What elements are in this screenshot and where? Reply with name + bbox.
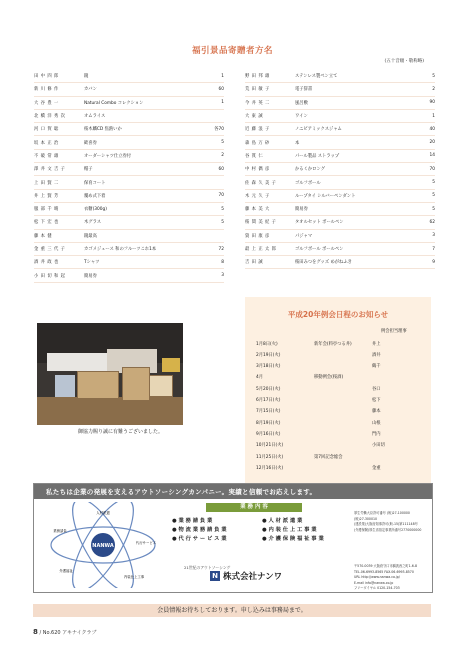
donor-row [34,150,224,163]
donor-qty: 60 [218,86,224,92]
donor-qty: 2 [221,153,224,159]
donor-item: パジャマ [295,233,313,239]
donor-name: 佐 森 久 美 子 [245,180,277,186]
donor-name: 資 田 康 彦 [245,233,270,239]
contact-line: E-mail info@nanwa.co.jp [354,580,394,585]
donor-item: 本 [295,140,300,146]
donor-row [34,70,224,83]
donor-name: 藤 本 美 大 [245,207,270,213]
donor-item: 桜田みつをグッズ めがねふき [295,260,352,266]
donor-qty: 1 [221,100,224,106]
schedule-date: 11月25日(火) [256,454,284,460]
donor-item: 桜木麟CD 焦熱いか [84,127,122,133]
schedule-person: 小田切 [372,443,385,449]
schedule-person: 藤本 [372,409,381,415]
schedule-person: 酒井 [372,352,381,358]
business-item: ● 人 材 派 遣 業 [262,518,303,524]
business-item: ● 業 務 請 負 業 [172,518,213,524]
schedule-row [256,349,426,360]
donor-row [34,243,224,256]
contact-line: URL http://www.nanwa.co.jp/ [354,575,400,579]
schedule-person: 金重 [372,465,381,471]
donor-qty: 40 [429,126,435,132]
donor-row [245,70,435,83]
license-line: (建設業)大阪府知事許可(般-15)第111148号 [354,522,418,526]
license-line: (般)27-300010 [354,516,378,521]
schedule-title: 平成20年例会日程のお知らせ [287,310,389,319]
schedule-row [256,338,426,349]
company-ad [33,483,433,593]
schedule-row [256,440,426,451]
issue-label: / No.620 アキナイクラブ [39,630,97,636]
schedule-note: 第7回記念総会 [314,454,343,460]
schedule-date: 7月15日(火) [256,409,281,415]
donor-name: 近 藤 浪 子 [245,127,270,133]
donor-row [245,163,435,176]
donor-qty: 62 [429,219,435,225]
donor-row [245,83,435,96]
donor-item: 簡易券 [84,273,97,279]
schedule-person: 松下 [372,398,381,403]
donor-row [245,230,435,243]
donor-item: ステンレス製ペン立て [295,74,338,80]
donor-item: オーダーシャツ仕立券付 [84,153,132,159]
license-info [354,511,428,533]
donor-name: 桜 間 美 紀 子 [245,220,277,226]
donor-row [34,230,224,243]
membership-notice: 会員情報お待ちしております。申し込みは事務局まで。 [33,604,431,617]
donor-row [34,176,224,189]
contact-info [354,564,430,592]
donor-qty: 5 [432,180,435,186]
donor-qty: 5 [432,206,435,212]
donor-name: 不 破 常 雄 [34,153,59,159]
donor-row [34,203,224,216]
atom-label: 業務請負 [53,529,67,533]
donor-row [34,110,224,123]
schedule-note: 新年会(料亭つる井) [314,341,352,347]
atom-label: 代行サービス [135,541,157,545]
donor-item: Tシャツ [84,260,100,266]
schedule-person: 谷口 [372,386,381,392]
donor-qty: 3 [432,233,435,239]
schedule-date: 1月8日(火) [256,341,278,347]
schedule-row [256,406,426,417]
atom-label: 介護福祉 [59,569,73,573]
donor-list-left [34,70,224,283]
donor-name: 野 田 邦 雄 [245,74,270,80]
license-line: (介護保険)厚生省指定事業所番号2770000000 [354,527,422,532]
donor-item: 簡易券 [295,207,308,213]
donor-qty: 5 [432,73,435,79]
donor-qty: 20 [429,140,435,146]
donor-item: ノニビアミックスジャム [295,127,342,133]
donor-qty: 1 [221,73,224,79]
donor-name: 酒 井 政 也 [34,260,59,266]
company-logo [210,570,282,582]
donor-item: 衣糖(300g) [84,207,107,213]
business-item: ● 物 流 業 務 請 負 業 [172,527,227,533]
donor-list-right [245,70,435,269]
donor-qty: 8 [221,259,224,265]
schedule-date: 6月17日(火) [256,398,281,403]
donor-row [245,216,435,229]
donor-name: 松 下 宏 也 [34,220,59,226]
donor-name: 坂 本 正 治 [34,140,59,146]
schedule-row [256,361,426,372]
donor-qty: 各70 [214,127,224,133]
donor-name: 井 上 賢 芳 [34,193,59,199]
donor-name: 小 田 切 和 起 [34,273,66,279]
donor-row [34,216,224,229]
donor-item: ループタイ シルバーペンダント [295,193,356,199]
donor-qty: 5 [221,206,224,212]
donor-name: 森 島 万 砂 [245,140,270,146]
schedule-date: 12月16日(火) [256,465,284,471]
donor-qty: 5 [221,140,224,146]
donor-name: 荒 田 敏 子 [245,87,270,93]
donor-name: 服 部 千 晴 [34,207,59,213]
schedule-date: 9月16日(火) [256,431,281,437]
donor-item: タオルセット ボールペン [295,220,344,226]
donor-row [34,97,224,110]
donor-name: 田 中 四 郎 [34,74,59,80]
donor-row [34,163,224,176]
logo-mark-icon: N [210,571,220,581]
donor-qty: 3 [221,273,224,279]
donor-item: ゴルフボール [295,180,321,186]
schedule-date: 2月19日(火) [256,352,281,358]
donor-name: 新 川 修 作 [34,87,59,93]
photo-caption: 御協力賜り誠に有難うございました。 [78,429,164,435]
donor-item: オムライス [84,114,106,120]
donor-row [245,256,435,269]
donor-row [245,203,435,216]
schedule-row [256,462,426,473]
donor-qty: 70 [218,193,224,199]
donor-item: 電子辞書 [295,87,313,93]
donor-qty: 2 [432,86,435,92]
donor-name: 吉 田 誠 [245,260,264,266]
donor-qty: 72 [218,246,224,252]
contact-line: フリーダイヤル 0120-154-703 [354,586,400,590]
page-title: 福引景品寄贈者方名 [191,46,273,56]
donor-name: 河 口 賀 聡 [34,127,59,133]
catchphrase: 21世紀のアウトソーシング [184,565,231,570]
schedule-header: 例会担当理事 [381,329,407,334]
atom-center-label: NANWA [92,543,114,549]
schedule-row [256,428,426,439]
donor-row [245,123,435,136]
donor-item: 風呂敷 [295,100,308,106]
donor-name: 今 井 英 二 [245,100,270,106]
license-line: 厚生労働大臣許可番号 (般)27-100000 [354,511,410,515]
donor-name: 最 上 正 太 郎 [245,247,277,252]
donor-name: 藤 本 健 [34,233,53,239]
donor-row [245,150,435,163]
business-item: ● 内 装 仕 上 工 事 業 [262,527,317,533]
schedule-date: 5月20日(火) [256,386,281,392]
donor-qty: 7 [432,246,435,252]
schedule-row [256,383,426,394]
donor-name: 上 田 賢 二 [34,180,59,186]
donor-row [34,256,224,269]
donor-qty: 60 [218,166,224,172]
ad-headline: 私たちは企業の発展を支えるアウトソーシングカンパニー。実績と信頼でお応えします。 [34,484,432,499]
schedule-person: 門内 [372,431,381,437]
contact-line: TEL.06-6993-8565 FAX.06-6993-8570 [354,569,414,574]
donor-row [245,190,435,203]
donor-row [245,110,435,123]
donor-item: パール製品 ストラップ [295,153,340,159]
donor-name: 大 谷 豊 一 [34,100,59,106]
donor-name: 谷 貫 仁 [245,153,264,159]
donor-name: 金 重 三 代 子 [34,247,66,252]
donor-row [34,136,224,149]
schedule-box [245,297,431,483]
sort-note: (五十音順・敬称略) [384,59,424,64]
schedule-row [256,417,426,428]
page-number: 8 [33,628,38,636]
atom-label: 人材派遣 [96,511,110,515]
schedule-person: 山根 [372,420,381,426]
donor-qty: 9 [432,259,435,265]
donor-row [245,243,435,256]
business-title: 業 務 内 容 [206,503,302,512]
business-item: ● 代 行 サ ー ビ ス 業 [172,536,227,542]
donor-qty: 5 [432,193,435,199]
donor-qty: 5 [221,219,224,225]
schedule-date: 10月21日(火) [256,443,284,449]
schedule-person: 鶴千 [372,364,381,370]
donor-item: 覆め式下着 [84,193,106,199]
business-item: ● 介 護 保 険 福 祉 事 業 [262,536,324,542]
donor-qty: 90 [429,100,435,106]
schedule-date: 8月19日(火) [256,420,281,426]
donor-name: 中 村 偶 彦 [245,167,270,173]
donor-item: カゴメジュース 和のフルーツこれ1本 [84,247,157,252]
schedule-person: 井上 [372,341,381,347]
donor-name: 木 元 久 子 [245,193,270,199]
donor-name: 北 橋 洋 秀 次 [34,114,66,120]
donor-item: Natural Combo コレクション [84,100,144,106]
donor-item: 鏡 [84,74,89,80]
schedule-row [256,372,426,383]
donor-qty: 1 [432,113,435,119]
donor-item: 保育コート [84,180,106,186]
donor-name: 大 東 誠 [245,114,264,120]
donor-row [245,97,435,110]
schedule-note: 移動例会(桜酒) [314,375,344,381]
donor-row [245,136,435,149]
schedule-row [256,451,426,462]
donor-row [34,83,224,96]
donor-item: 鏡最高 [84,233,97,239]
donor-item: カバン [84,87,97,93]
schedule-date: 4月 [256,375,264,381]
donor-item: かるくかロング [295,167,325,173]
donation-photo [37,323,183,425]
donor-item: 歓喜券 [84,140,97,146]
page-footer [33,628,97,636]
donor-row [34,269,224,282]
schedule-date: 3月18日(火) [256,364,281,370]
donor-name: 澤 井 文 吉 子 [34,167,66,173]
donor-row [34,123,224,136]
donor-item: 木グラス [84,220,102,226]
donor-item: 帽子 [84,167,93,173]
company-name: 株式会社ナンワ [223,572,283,582]
donor-qty: 14 [429,153,435,159]
donor-row [34,190,224,203]
donor-item: ワイン [295,114,308,120]
atom-diagram [46,502,161,588]
schedule-row [256,395,426,406]
donor-row [245,176,435,189]
atom-label: 内装仕上工事 [123,575,145,579]
contact-line: 〒570-0039 大阪府守口市橋波西之町1-6-8 [354,564,417,568]
donor-qty: 70 [429,166,435,172]
business-list [172,504,348,545]
donor-item: ゴルフボール ボールペン [295,247,344,252]
